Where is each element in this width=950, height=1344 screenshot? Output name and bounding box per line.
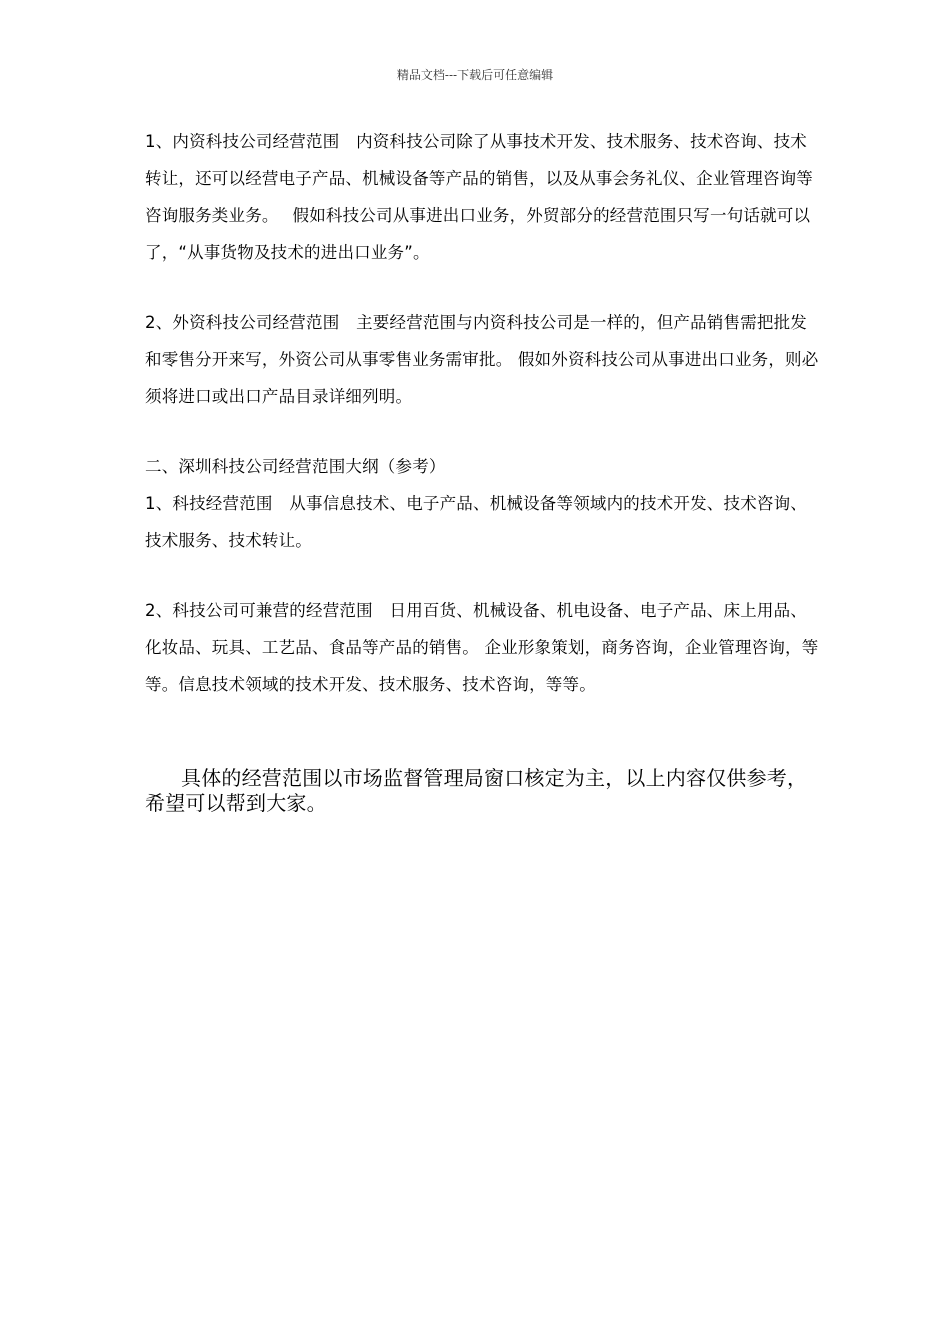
paragraph-foreign-scope: 2、外资科技公司经营范围 主要经营范围与内资科技公司是一样的，但产品销售需把批发和零售分开来写，外资公司从事零售业务需审批。 假如外资科技公司从事进出口业务，则必须将进口或出口产品目录详细列明。: [145, 313, 819, 406]
paragraph-spacer: [145, 559, 820, 592]
page-header: 精品文档---下载后可任意编辑: [396, 68, 554, 82]
closing-note: 具体的经营范围以市场监督管理局窗口核定为主，以上内容仅供参考，希望可以帮到大家。: [145, 766, 808, 815]
paragraph-side-business-scope: 2、科技公司可兼营的经营范围 日用百货、机械设备、机电设备、电子产品、床上用品、化妆品、玩具、工艺品、食品等产品的销售。 企业形象策划，商务咨询，企业管理咨询，等等。信息技术领域的技术开发、技术服务、技术咨询，等等。: [145, 601, 819, 694]
paragraph-spacer: [145, 703, 820, 766]
paragraph-domestic-scope: 1、内资科技公司经营范围 内资科技公司除了从事技术开发、技术服务、技术咨询、技术转让，还可以经营电子产品、机械设备等产品的销售，以及从事会务礼仪、企业管理咨询等咨询服务类业务。 假如科技公司从事进出口业务，外贸部分的经营范围只写一句话就可以了，“从事货物及技术的进出口业务”。: [145, 132, 813, 262]
document-body: [145, 123, 820, 816]
section-heading-shenzhen: 二、深圳科技公司经营范围大纲（参考）: [145, 457, 446, 476]
paragraph-spacer: [145, 271, 820, 304]
paragraph-spacer: [145, 415, 820, 448]
paragraph-tech-scope: 1、科技经营范围 从事信息技术、电子产品、机械设备等领域内的技术开发、技术咨询、技术服务、技术转让。: [145, 494, 807, 550]
